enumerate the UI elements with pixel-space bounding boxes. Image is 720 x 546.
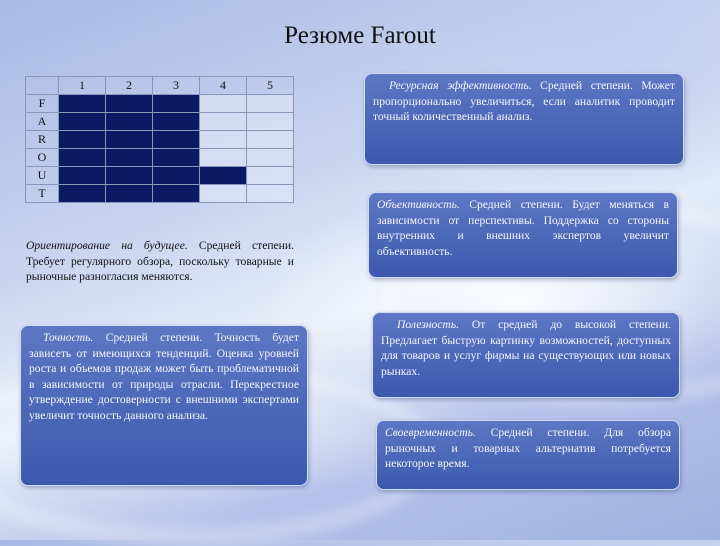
grid-cell-empty [200,113,247,131]
grid-cell-empty [200,95,247,113]
block-text: Средней степени. Может пропорционально увеличиться, если аналитик проводит точный количественный анализ. [373,79,675,123]
accuracy-card [20,325,308,486]
grid-cell-filled [153,113,200,131]
resource-efficiency-card [364,73,684,165]
grid-cell-empty [247,113,294,131]
grid-row [26,95,294,113]
grid-row-label: T [26,185,59,203]
grid-cell-filled [200,167,247,185]
grid-cell-filled [153,131,200,149]
grid-column-header: 3 [153,77,200,95]
block-lead: Полезность. [397,318,459,331]
grid-cell-empty [200,185,247,203]
grid-cell-empty [200,149,247,167]
grid-row [26,149,294,167]
grid-cell-filled [153,95,200,113]
grid-cell-filled [59,185,106,203]
grid-row-label: A [26,113,59,131]
grid-cell-filled [59,95,106,113]
grid-cell-filled [59,131,106,149]
block-lead: Объективность. [377,198,460,211]
grid-cell-filled [153,167,200,185]
block-lead: Ресурсная эффективность. [389,79,532,92]
grid-cell-filled [153,149,200,167]
grid-cell-filled [106,167,153,185]
grid-corner [26,77,59,95]
grid-row [26,167,294,185]
grid-row-label: F [26,95,59,113]
grid-header-row [26,77,294,95]
grid-cell-empty [200,131,247,149]
rating-grid [25,76,294,203]
grid-cell-filled [106,131,153,149]
grid-cell-filled [106,185,153,203]
grid-row [26,131,294,149]
usefulness-card [372,312,680,398]
grid-cell-empty [247,185,294,203]
block-text: Средней степени. Будет меняться в зависимости от перспективы. Поддержка со стороны внутренних и внешних экспертов увеличит объективность. [377,198,669,258]
timeliness-card [376,420,680,490]
grid-row-label: R [26,131,59,149]
grid-row-label: O [26,149,59,167]
grid-cell-filled [59,113,106,131]
grid-cell-filled [153,185,200,203]
grid-cell-empty [247,167,294,185]
grid-cell-empty [247,149,294,167]
grid-column-header: 4 [200,77,247,95]
grid-cell-filled [106,113,153,131]
block-text: Средней степени. Для обзора рыночных и товарных альтернатив потребуется некоторое время. [385,426,671,470]
block-text: Средней степени. Точность будет зависеть от имеющихся тенденций. Оценка уровней роста и объемов продаж может быть проблематичной в зависимости от природы отрасли. Перекрестное утверждение достоверности с внешними экспертами увеличит точность данного анализа. [29,331,299,422]
slide-title: Резюме Farout [284,22,436,49]
grid-column-header: 1 [59,77,106,95]
grid-column-header: 2 [106,77,153,95]
block-text: Средней степени. Требует регулярного обзора, поскольку товарные и рыночные разногласия меняются. [26,239,294,283]
grid-row [26,185,294,203]
grid-cell-empty [247,95,294,113]
grid-cell-filled [59,149,106,167]
block-lead: Ориентирование на будущее. [26,239,188,252]
block-lead: Своевременность. [385,426,476,439]
block-lead: Точность. [43,331,94,344]
grid-cell-filled [106,149,153,167]
objectivity-card [368,192,678,278]
block-text: От средней до высокой степени. Предлагает быструю картинку возможностей, доступных для товаров и услуг фирмы на существующих или новых рынках. [381,318,671,378]
grid-row [26,113,294,131]
grid-column-header: 5 [247,77,294,95]
grid-row-label: U [26,167,59,185]
future-orientation-block [26,238,294,285]
grid-cell-empty [247,131,294,149]
grid-cell-filled [106,95,153,113]
grid-cell-filled [59,167,106,185]
